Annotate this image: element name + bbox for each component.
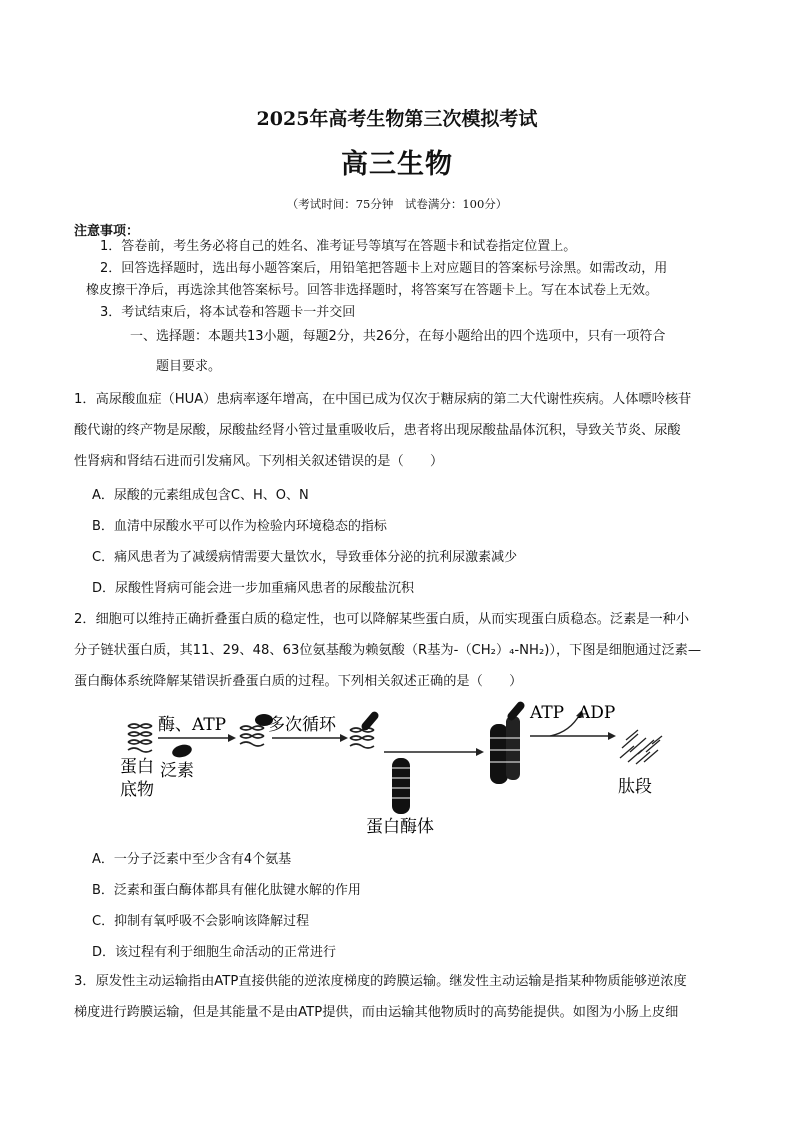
enzyme-atp-label: 酶、ATP [158, 715, 227, 735]
substrate-label-1: 蛋白 [120, 757, 154, 777]
substrate-label-2: 底物 [120, 780, 154, 800]
exam-title: 2025年高考生物第三次模拟考试 [256, 108, 538, 130]
section-heading-line: 一、选择题：本题共13小题，每题2分，共26分，在每小题给出的四个选项中，只有一项符合 [130, 329, 666, 344]
peptide-fragments-icon [620, 730, 662, 764]
proteasome-label: 蛋白酶体 [366, 817, 434, 837]
ubiquitin-proteasome-diagram [100, 696, 700, 846]
question-2-stem [74, 604, 724, 697]
subject-title: 高三生物 [341, 149, 453, 180]
arrowhead-icon [228, 734, 236, 742]
question-line: 分子链状蛋白质，其11、29、48、63位氨基酸为赖氨酸（R基为-（CH₂）₄-NH₂)），下图是细胞通过泛素— [74, 643, 702, 658]
question-1-stem [74, 384, 724, 477]
substrate-protein-icon [350, 728, 374, 748]
adp-label: ADP [578, 703, 616, 723]
question-2-option-a: A．一分子泛素中至少含有4个氨基 [92, 852, 292, 867]
question-2-option-c: C．抑制有氧呼吸不会影响该降解过程 [92, 914, 310, 929]
exam-info: （考试时间：75分钟 试卷满分：100分） [286, 197, 508, 211]
question-line: 蛋白酶体系统降解某错误折叠蛋白质的过程。下列相关叙述正确的是（ ） [74, 674, 523, 689]
section-heading [130, 322, 730, 382]
question-1-option-a: A．尿酸的元素组成包含C、H、O、N [92, 488, 309, 503]
notice-heading: 注意事项： [74, 224, 140, 239]
question-1-option-c: C．痛风患者为了减缓病情需要大量饮水，导致垂体分泌的抗利尿激素减少 [92, 550, 518, 565]
question-2-option-d: D．该过程有利于细胞生命活动的正常进行 [92, 945, 337, 960]
notice-item: 1．答卷前，考生务必将自己的姓名、准考证号等填写在答题卡和试卷指定位置上。 [100, 239, 577, 254]
question-3-stem [74, 966, 724, 1028]
arrowhead-icon [608, 732, 616, 740]
notice-list [74, 236, 724, 324]
arrowhead-icon [340, 734, 348, 742]
question-2-option-b: B．泛素和蛋白酶体都具有催化肽键水解的作用 [92, 883, 361, 898]
question-line: 酸代谢的终产物是尿酸，尿酸盐经肾小管过量重吸收后，患者将出现尿酸盐晶体沉积，导致关节炎、尿酸 [74, 423, 681, 438]
peptide-label: 肽段 [618, 777, 652, 797]
question-line: 性肾病和肾结石进而引发痛风。下列相关叙述错误的是（ ） [74, 454, 444, 469]
cycles-label: 多次循环 [268, 715, 336, 735]
substrate-protein-icon [128, 724, 152, 752]
notice-item: 橡皮擦干净后，再选涂其他答案标号。回答非选择题时，将答案写在答题卡上。写在本试卷上无效。 [86, 283, 659, 298]
ubiquitin-icon [171, 743, 193, 760]
substrate-protein-icon [240, 726, 264, 746]
section-heading-line: 题目要求。 [156, 359, 222, 374]
arrowhead-icon [476, 748, 484, 756]
question-line: 3．原发性主动运输指由ATP直接供能的逆浓度梯度的跨膜运输。继发性主动运输是指某种物质能够逆浓度 [74, 974, 687, 989]
question-line: 2．细胞可以维持正确折叠蛋白质的稳定性，也可以降解某些蛋白质，从而实现蛋白质稳态。泛素是一种小 [74, 612, 690, 627]
atp-label: ATP [530, 703, 565, 723]
proteasome-icon [392, 758, 410, 814]
question-line: 1．高尿酸血症（HUA）患病率逐年增高，在中国已成为仅次于糖尿病的第二大代谢性疾病。人体嘌呤核苷 [74, 392, 692, 407]
notice-item: 2．回答选择题时，选出每小题答案后，用铅笔把答题卡上对应题目的答案标号涂黑。如需改动，用 [100, 261, 668, 276]
question-1-option-b: B．血清中尿酸水平可以作为检验内环境稳态的指标 [92, 519, 387, 534]
question-1-option-d: D．尿酸性肾病可能会进一步加重痛风患者的尿酸盐沉积 [92, 581, 415, 596]
ubiquitin-label: 泛素 [160, 761, 194, 781]
proteasome-complex-icon [490, 700, 526, 784]
notice-item: 3．考试结束后，将本试卷和答题卡一并交回 [100, 305, 356, 320]
question-line: 梯度进行跨膜运输，但是其能量不是由ATP提供，而由运输其他物质时的高势能提供。如图为小肠上皮细 [74, 1005, 679, 1020]
